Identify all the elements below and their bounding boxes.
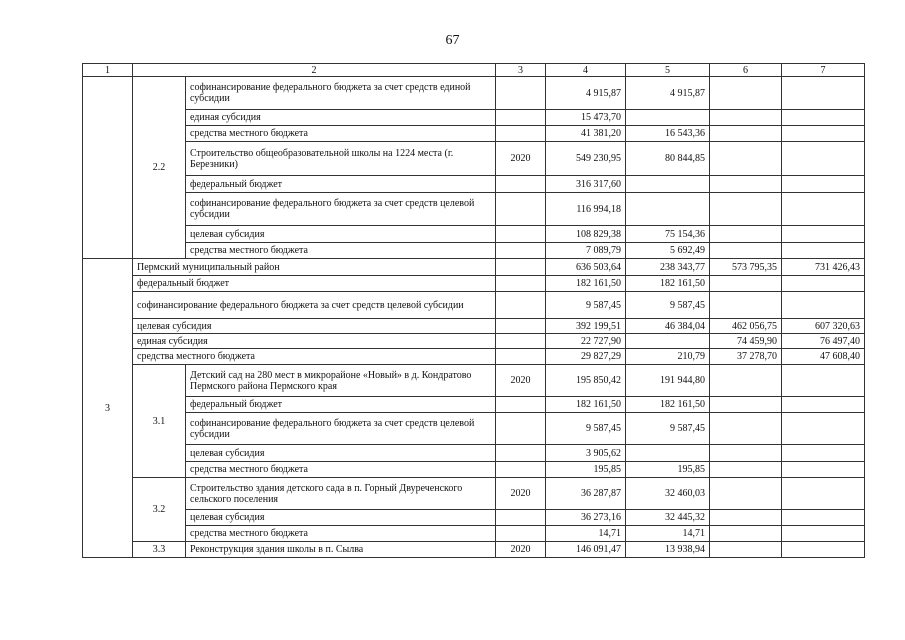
value-cell: [626, 445, 710, 462]
year-cell: 2020: [496, 365, 546, 397]
year-cell: [496, 259, 546, 276]
value-cell: [710, 445, 782, 462]
year-cell: [496, 243, 546, 259]
value-cell: [782, 365, 865, 397]
year-cell: 2020: [496, 478, 546, 510]
value-cell: 573 795,35: [710, 259, 782, 276]
value-cell: 76 497,40: [782, 334, 865, 349]
table-row: [83, 276, 865, 292]
year-cell: [496, 292, 546, 319]
value-cell: 182 161,50: [546, 397, 626, 413]
table-row: [83, 243, 865, 259]
subsection-number: 3.2: [133, 478, 186, 542]
value-cell: 191 944,80: [626, 365, 710, 397]
value-cell: 182 161,50: [546, 276, 626, 292]
value-cell: 195,85: [626, 462, 710, 478]
year-cell: [496, 510, 546, 526]
value-cell: 731 426,43: [782, 259, 865, 276]
subsection-number: 3.3: [133, 542, 186, 558]
table-row: [83, 462, 865, 478]
year-cell: [496, 226, 546, 243]
value-cell: 182 161,50: [626, 397, 710, 413]
value-cell: 108 829,38: [546, 226, 626, 243]
value-cell: [782, 413, 865, 445]
value-cell: [710, 243, 782, 259]
table-row: [83, 176, 865, 193]
year-cell: [496, 193, 546, 226]
table-row: [83, 319, 865, 334]
value-cell: 549 230,95: [546, 142, 626, 176]
table-row: [83, 193, 865, 226]
value-cell: [782, 142, 865, 176]
value-cell: 210,79: [626, 349, 710, 365]
table-row: [83, 77, 865, 110]
value-cell: [710, 193, 782, 226]
value-cell: 15 473,70: [546, 110, 626, 126]
value-cell: [626, 110, 710, 126]
row-label: Детский сад на 280 мест в микрорайоне «Новый» в д. Кондратово Пермского района Пермского края: [186, 365, 496, 397]
value-cell: 182 161,50: [626, 276, 710, 292]
row-label: средства местного бюджета: [186, 462, 496, 478]
row-label: единая субсидия: [133, 334, 496, 349]
value-cell: 13 938,94: [626, 542, 710, 558]
value-cell: 607 320,63: [782, 319, 865, 334]
row-label: Строительство здания детского сада в п. Горный Двуреченского сельского поселения: [186, 478, 496, 510]
year-cell: [496, 126, 546, 142]
value-cell: [710, 77, 782, 110]
value-cell: 9 587,45: [626, 413, 710, 445]
year-cell: [496, 462, 546, 478]
year-cell: [496, 349, 546, 365]
value-cell: [710, 126, 782, 142]
value-cell: 75 154,36: [626, 226, 710, 243]
table-row: [83, 478, 865, 510]
year-cell: [496, 77, 546, 110]
value-cell: [782, 126, 865, 142]
row-label: средства местного бюджета: [133, 349, 496, 365]
value-cell: 14,71: [626, 526, 710, 542]
value-cell: 7 089,79: [546, 243, 626, 259]
value-cell: [782, 77, 865, 110]
subsection-number: 2.2: [133, 77, 186, 259]
value-cell: 22 727,90: [546, 334, 626, 349]
value-cell: 3 905,62: [546, 445, 626, 462]
value-cell: 636 503,64: [546, 259, 626, 276]
value-cell: 47 608,40: [782, 349, 865, 365]
value-cell: [710, 462, 782, 478]
value-cell: 74 459,90: [710, 334, 782, 349]
value-cell: [782, 176, 865, 193]
year-cell: [496, 176, 546, 193]
row-label: целевая субсидия: [186, 445, 496, 462]
row-label: софинансирование федерального бюджета за счет средств единой субсидии: [186, 77, 496, 110]
row-label: федеральный бюджет: [186, 176, 496, 193]
value-cell: 9 587,45: [546, 413, 626, 445]
value-cell: 16 543,36: [626, 126, 710, 142]
row-label: Реконструкция здания школы в п. Сылва: [186, 542, 496, 558]
table-row: [83, 349, 865, 365]
value-cell: 41 381,20: [546, 126, 626, 142]
value-cell: [782, 462, 865, 478]
value-cell: [710, 365, 782, 397]
table-row: [83, 397, 865, 413]
table-row: [83, 365, 865, 397]
row-label: Пермский муниципальный район: [133, 259, 496, 276]
value-cell: 238 343,77: [626, 259, 710, 276]
value-cell: [710, 226, 782, 243]
value-cell: 316 317,60: [546, 176, 626, 193]
value-cell: [710, 526, 782, 542]
row-label: целевая субсидия: [186, 226, 496, 243]
value-cell: [626, 176, 710, 193]
table-row: [83, 226, 865, 243]
table-row: [83, 334, 865, 349]
value-cell: 80 844,85: [626, 142, 710, 176]
row-label: софинансирование федерального бюджета за счет средств целевой субсидии: [133, 292, 496, 319]
value-cell: 9 587,45: [626, 292, 710, 319]
value-cell: [782, 397, 865, 413]
year-cell: 2020: [496, 142, 546, 176]
header-cell: 2: [133, 64, 496, 77]
table-row: [83, 526, 865, 542]
value-cell: 146 091,47: [546, 542, 626, 558]
year-cell: 2020: [496, 542, 546, 558]
value-cell: 32 460,03: [626, 478, 710, 510]
header-cell: 5: [626, 64, 710, 77]
year-cell: [496, 276, 546, 292]
section-number-cell: [83, 77, 133, 259]
value-cell: 37 278,70: [710, 349, 782, 365]
value-cell: 32 445,32: [626, 510, 710, 526]
row-label: Строительство общеобразовательной школы на 1224 места (г. Березники): [186, 142, 496, 176]
row-label: единая субсидия: [186, 110, 496, 126]
year-cell: [496, 413, 546, 445]
value-cell: 14,71: [546, 526, 626, 542]
year-cell: [496, 397, 546, 413]
value-cell: 195 850,42: [546, 365, 626, 397]
value-cell: [782, 110, 865, 126]
year-cell: [496, 334, 546, 349]
value-cell: [626, 334, 710, 349]
subsection-number: 3.1: [133, 365, 186, 478]
row-label: федеральный бюджет: [133, 276, 496, 292]
table-row: [83, 126, 865, 142]
value-cell: [782, 478, 865, 510]
value-cell: [710, 397, 782, 413]
header-cell: 3: [496, 64, 546, 77]
value-cell: [710, 110, 782, 126]
value-cell: 116 994,18: [546, 193, 626, 226]
value-cell: [710, 413, 782, 445]
value-cell: [782, 292, 865, 319]
value-cell: 36 287,87: [546, 478, 626, 510]
value-cell: [782, 510, 865, 526]
row-label: софинансирование федерального бюджета за счет средств целевой субсидии: [186, 193, 496, 226]
table-row: [83, 542, 865, 558]
table-row: [83, 413, 865, 445]
header-cell: 7: [782, 64, 865, 77]
header-row: [83, 64, 865, 77]
value-cell: [710, 510, 782, 526]
value-cell: [710, 276, 782, 292]
value-cell: [782, 193, 865, 226]
value-cell: [710, 478, 782, 510]
value-cell: [782, 276, 865, 292]
value-cell: 392 199,51: [546, 319, 626, 334]
year-cell: [496, 526, 546, 542]
value-cell: [782, 526, 865, 542]
value-cell: [710, 176, 782, 193]
row-label: федеральный бюджет: [186, 397, 496, 413]
page-number: 67: [445, 33, 460, 48]
header-cell: 1: [83, 64, 133, 77]
row-label: целевая субсидия: [133, 319, 496, 334]
budget-table: [82, 63, 865, 558]
table-row: [83, 259, 865, 276]
header-cell: 6: [710, 64, 782, 77]
table-row: [83, 292, 865, 319]
value-cell: 195,85: [546, 462, 626, 478]
row-label: средства местного бюджета: [186, 243, 496, 259]
table-row: [83, 445, 865, 462]
row-label: средства местного бюджета: [186, 526, 496, 542]
value-cell: [710, 292, 782, 319]
value-cell: 4 915,87: [546, 77, 626, 110]
value-cell: [782, 243, 865, 259]
value-cell: [782, 226, 865, 243]
value-cell: 36 273,16: [546, 510, 626, 526]
table-row: [83, 110, 865, 126]
year-cell: [496, 110, 546, 126]
year-cell: [496, 319, 546, 334]
value-cell: 46 384,04: [626, 319, 710, 334]
value-cell: [710, 142, 782, 176]
row-label: средства местного бюджета: [186, 126, 496, 142]
value-cell: 462 056,75: [710, 319, 782, 334]
row-label: софинансирование федерального бюджета за счет средств целевой субсидии: [186, 413, 496, 445]
value-cell: [782, 542, 865, 558]
header-cell: 4: [546, 64, 626, 77]
value-cell: 4 915,87: [626, 77, 710, 110]
table-row: [83, 510, 865, 526]
value-cell: 5 692,49: [626, 243, 710, 259]
year-cell: [496, 445, 546, 462]
value-cell: 29 827,29: [546, 349, 626, 365]
value-cell: [710, 542, 782, 558]
value-cell: 9 587,45: [546, 292, 626, 319]
value-cell: [626, 193, 710, 226]
row-label: целевая субсидия: [186, 510, 496, 526]
value-cell: [782, 445, 865, 462]
table-row: [83, 142, 865, 176]
section-number: 3: [83, 259, 133, 558]
